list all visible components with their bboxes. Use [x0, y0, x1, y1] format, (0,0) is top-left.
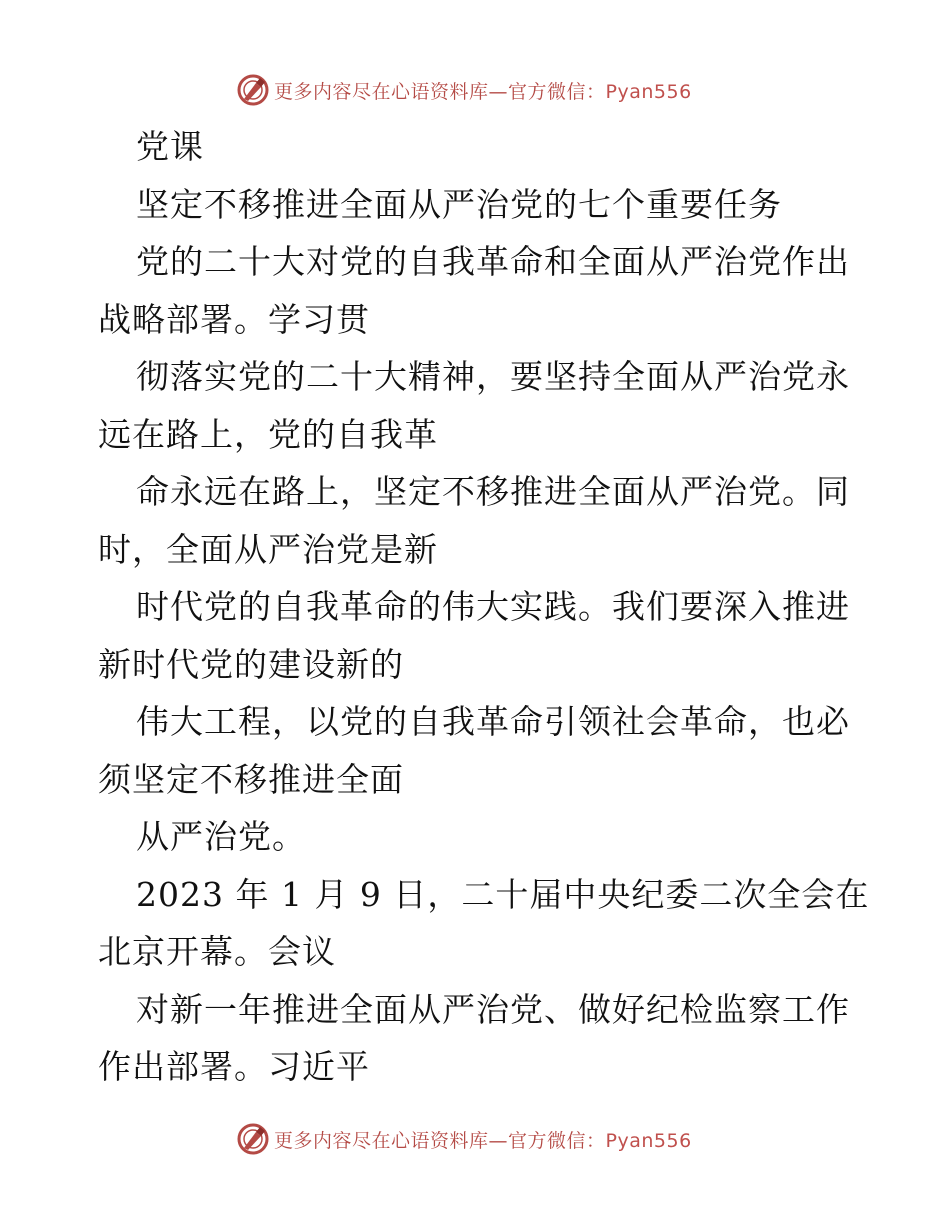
doc-line: 彻落实党的二十大精神，要坚持全面从严治党永: [136, 357, 850, 396]
wechat-id: Pyan556: [605, 1129, 692, 1152]
wechat-id: Pyan556: [605, 80, 692, 103]
pen-nib-circle-icon: [236, 73, 270, 107]
doc-line: 2023 年 1 月 9 日，二十届中央纪委二次全会在: [136, 874, 870, 914]
doc-line: 须坚定不移推进全面: [98, 759, 404, 799]
doc-line: 命永远在路上，坚定不移推进全面从严治党。同: [136, 472, 850, 511]
doc-line: 远在路上，党的自我革: [98, 414, 438, 454]
doc-line: 党课: [136, 127, 204, 166]
doc-line: 从严治党。: [136, 817, 306, 856]
doc-line: 伟大工程，以党的自我革命引领社会革命，也必: [136, 702, 850, 741]
doc-line: 战略部署。学习贯: [98, 299, 370, 339]
doc-line: 坚定不移推进全面从严治党的七个重要任务: [136, 184, 782, 224]
doc-line: 时，全面从严治党是新: [98, 529, 438, 569]
doc-line: 时代党的自我革命的伟大实践。我们要深入推进: [136, 587, 850, 626]
doc-line: 作出部署。习近平: [98, 1047, 370, 1086]
document-body: [98, 118, 870, 1096]
banner-text: 更多内容尽在心语资料库—官方微信：Pyan556: [274, 80, 692, 103]
doc-line: 党的二十大对党的自我革命和全面从严治党作出: [136, 242, 850, 281]
doc-line: 新时代党的建设新的: [98, 644, 404, 684]
doc-line: 对新一年推进全面从严治党、做好纪检监察工作: [136, 989, 850, 1029]
footer-banner: [236, 1122, 692, 1156]
doc-line: 北京开幕。会议: [98, 932, 336, 971]
pen-nib-circle-icon: [236, 1122, 270, 1156]
banner-text: 更多内容尽在心语资料库—官方微信：Pyan556: [274, 1129, 692, 1152]
header-banner: [236, 73, 692, 107]
